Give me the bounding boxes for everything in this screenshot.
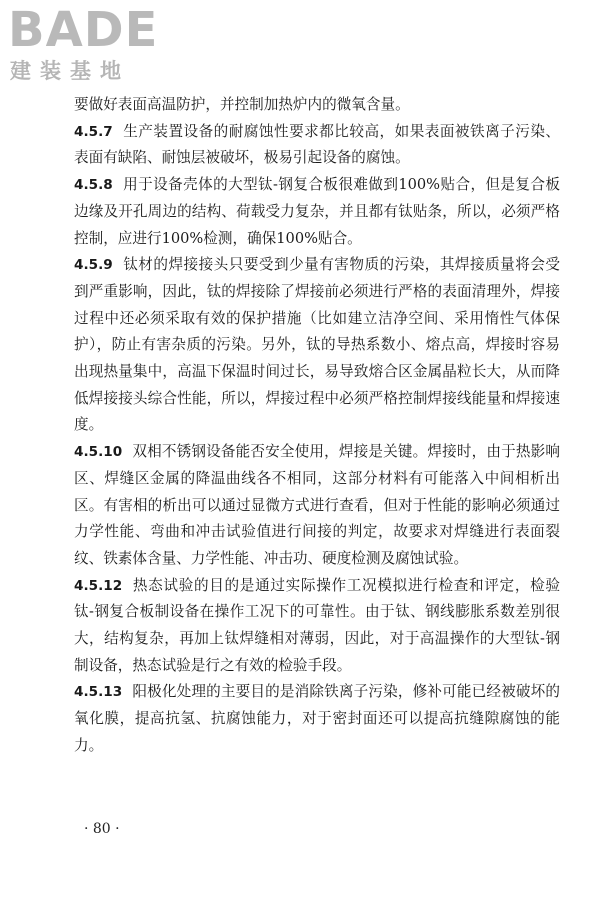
clause-text: 钛材的焊接接头只要受到少量有害物质的污染，其焊接质量将会受到严重影响，因此，钛的焊接除了焊接前必须进行严格的表面清理外，焊接过程中还必须采取有效的保护措施（比如建立洁净空间、采用惰性气体保护），防止有害杂质的污染。另外，钛的导热系数小、熔点高，焊接时容易出现热量集中，高温下保温时间过长，易导致熔合区金属晶粒长大，从而降低焊接接头综合性能，所以，焊接过程中必须严格控制焊接线能量和焊接速度。 xyxy=(74,256,560,434)
logo-brand-text: BADE xyxy=(8,2,159,58)
section-4-5-10 xyxy=(74,439,560,573)
clause-number: 4.5.10 xyxy=(74,444,123,461)
document-body xyxy=(74,92,560,760)
intro-paragraph: 要做好表面高温防护，并控制加热炉内的微氧含量。 xyxy=(74,96,410,113)
section-4-5-12 xyxy=(74,573,560,680)
clause-text: 生产装置设备的耐腐蚀性要求都比较高，如果表面被铁离子污染、表面有缺陷、耐蚀层被破坏，极易引起设备的腐蚀。 xyxy=(74,122,560,167)
clause-number: 4.5.9 xyxy=(74,257,113,274)
section-4-5-7 xyxy=(74,119,560,172)
clause-text: 双相不锈钢设备能否安全使用，焊接是关键。焊接时，由于热影响区、焊缝区金属的降温曲线各不相同，这部分材料有可能落入中间相析出区。有害相的析出可以通过显微方式进行查看，但对于性能的影响必须通过力学性能、弯曲和冲击试验值进行间接的判定，故要求对焊缝进行表面裂纹、铁素体含量、力学性能、冲击功、硬度检测及腐蚀试验。 xyxy=(74,443,560,567)
clause-number: 4.5.8 xyxy=(74,177,113,194)
logo-subtitle: 建装基地 xyxy=(10,59,130,83)
clause-text: 热态试验的目的是通过实际操作工况模拟进行检查和评定，检验钛-钢复合板制设备在操作工况下的可靠性。由于钛、钢线膨胀系数差别很大，结构复杂，再加上钛焊缝相对薄弱，因此，对于高温操作的大型钛-钢制设备，热态试验是行之有效的检验手段。 xyxy=(74,576,560,674)
clause-text: 阳极化处理的主要目的是消除铁离子污染，修补可能已经被破坏的氧化膜，提高抗氢、抗腐蚀能力，对于密封面还可以提高抗缝隙腐蚀的能力。 xyxy=(74,683,560,754)
clause-number: 4.5.7 xyxy=(74,123,113,140)
section-4-5-8 xyxy=(74,172,560,252)
clause-number: 4.5.13 xyxy=(74,684,123,701)
clause-number: 4.5.12 xyxy=(74,577,123,594)
clause-text: 用于设备壳体的大型钛-钢复合板很难做到100%贴合，但是复合板边缘及开孔周边的结构、荷载受力复杂，并且都有钛贴条，所以，必须严格控制，应进行100%检测，确保100%贴合。 xyxy=(74,176,560,247)
section-4-5-13 xyxy=(74,679,560,759)
page-number: · 80 · xyxy=(84,821,120,837)
brand-logo xyxy=(8,4,178,90)
section-4-5-9 xyxy=(74,252,560,439)
